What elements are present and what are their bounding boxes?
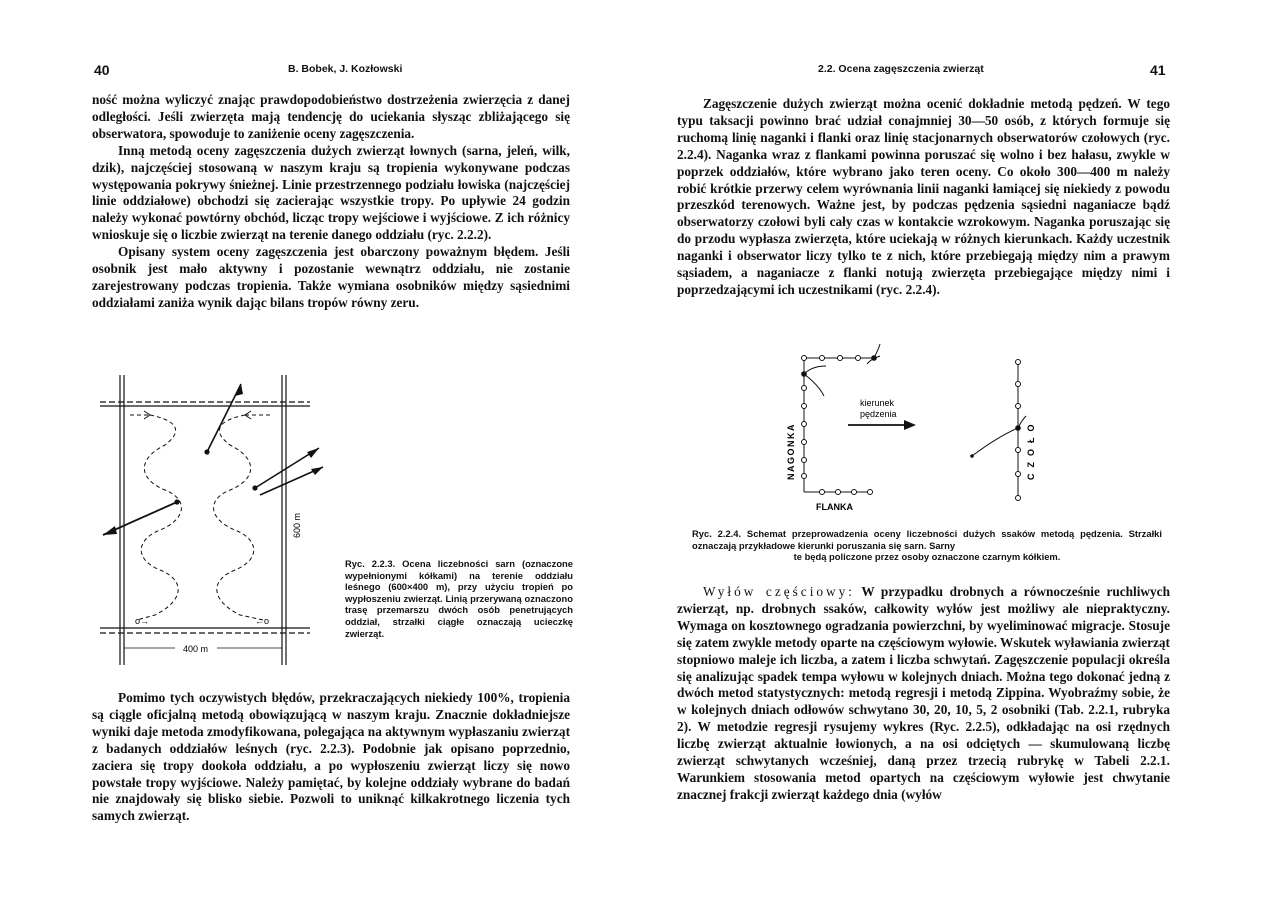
svg-text:o→: o→ bbox=[135, 616, 150, 626]
paragraph: Opisany system oceny zagęszczenia jest obarczony poważnym błędem. Jeśli osobnik jest mało aktywny i pozostanie wewnątrz oddziału, nie zostanie zarejestrowany podczas tropienia. Także wymiana osobników między sąsiednimi oddziałami zaniża wynik dając bilans tropów równy zeru. bbox=[92, 244, 570, 310]
paragraph: ność można wyliczyć znając prawdopodobieństwo dostrzeżenia zwierzęcia z danej odległości. Jeśli zwierzęta mają tendencję do uciekania słysząc zbliżającego się obserwatora, spowoduje to zaniżenie oceny zagęszczenia. bbox=[92, 92, 570, 141]
figure-caption-2-2-4 bbox=[692, 528, 1162, 563]
running-head-left: B. Bobek, J. Kozłowski bbox=[288, 63, 403, 75]
caption-main: Ryc. 2.2.4. Schemat przeprowadzenia oceny liczebności dużych ssaków metodą pędzenia. Strzałki oznaczają przykładowe kierunki poruszania się sarn. Sarny bbox=[692, 528, 1162, 551]
paragraph-body: W przypadku drobnych a równocześnie ruchliwych zwierząt, np. drobnych ssaków, całkowity wyłów jest możliwy ale niepraktyczny. Wymaga on kosztownego ogradzania powierzchni, by wyeliminować migracje. Stosuje się zatem zwykle metody oparte na częściowym wyłowie. Wskutek wyławiania zwierząt stopniowo maleje ich liczba, a zatem i liczba schwytań. Zagęszczenie populacji określa się analizując spadek tempa wyłowu w kolejnych dniach. Można tego dokonać jedną z dwóch metod statystycznych: metodą regresji i metodą Zippina. Wyobraźmy sobie, że w kolejnych dniach odłowów schwytano 30, 20, 10, 5, 2 osobniki (Tab. 2.2.1, rubryka 2). W metodzie regresji rysujemy wykres (Ryc. 2.2.5), odkładając na osi rzędnych liczbę zwierząt aktualnie łowionych, a na osi odciętych — skumulowaną liczbę zwierząt schwytanych wcześniej, daną przez trzecią rubrykę w Tabeli 2.2.1. Warunkiem stosowania metod opartych na częściowym wyłowie jest chwytanie znacznej frakcji zwierząt każdego dnia (wyłów bbox=[677, 584, 1170, 802]
right-top-text bbox=[677, 96, 1170, 299]
paragraph: Inną metodą oceny zagęszczenia dużych zwierząt łownych (sarna, jeleń, wilk, dzik), najczęściej stosowaną w naszym kraju są tropienia wykonywane podczas występowania pokrywy śnieżnej. Linie przestrzennego podziału łowiska (najczęściej linie oddziałowe) obchodzi się zacierając wszystkie tropy. Po upływie 24 godzin należy wykonać powtórny obchód, licząc tropy wejściowe i wyjściowe. Z ich różnicy wnioskuje się o liczbie zwierząt na terenie danego oddziału (ryc. 2.2.2). bbox=[92, 142, 570, 243]
paragraph: Zagęszczenie dużych zwierząt można ocenić dokładnie metodą pędzeń. W tego typu taksacji powinno brać udział conajmniej 30—50 osób, z których formuje się ruchomą linię naganki i flanki oraz linię stacjonarnych obserwatorów czołowych (ryc. 2.2.4). Naganka wraz z flankami powinna poruszać się wolno i bez hałasu, zwykle w poprzek oddziałów, które wybrano jako teren oceny. Co około 300—400 m należy robić krótkie przerwy celem wyrównania linii naganki łamiącej się niekiedy z powodu przeszkód terenowych. Ważne jest, by podczas pędzenia sąsiedni naganiacze bądź obserwatorzy czołowi byli cały czas w kontakcie wzrokowym. Naganka poruszając się do przodu wypłasza zwierzęta, które uciekają w różnych kierunkach. Każdy uczestnik naganki i obserwator liczy tylko te z nich, które przebiegają między nim a prawym sąsiadem, a naganiacze z flanki notują zwierzęta przebiegające między nimi i poprzedzającymi ich uczestnikami (ryc. 2.2.4). bbox=[677, 96, 1170, 297]
right-page bbox=[632, 0, 1263, 899]
paragraph: Pomimo tych oczywistych błędów, przekraczających niekiedy 100%, tropienia są ciągle oficjalną metodą obowiązującą w naszym kraju. Znacznie dokładniejsze wyniki daje metoda zmodyfikowana, polegająca na aktywnym wypłaszaniu zwierząt z badanych oddziałów leśnych (ryc. 2.2.3). Podobnie jak opisano poprzednio, zaciera się tropy dookoła oddziału, a po wypłoszeniu zwierząt liczy się nowo powstałe tropy wyjściowe. Należy pamiętać, by kolejne oddziały wybrane do badań nie znajdowały się blisko siebie. Pozwoli to uniknąć kilkakrotnego liczenia tych samych zwierząt. bbox=[92, 690, 570, 824]
figure-label-direction-2: pędzenia bbox=[860, 409, 897, 419]
page-number-right: 41 bbox=[1150, 62, 1166, 78]
figure-label-czolo: CZOŁO bbox=[1026, 418, 1036, 480]
figure-label-direction-1: kierunek bbox=[860, 398, 895, 408]
page-number-left: 40 bbox=[94, 62, 110, 78]
section-lead: Wyłów częściowy: bbox=[703, 584, 855, 599]
left-bottom-text bbox=[92, 690, 570, 825]
paragraph bbox=[677, 584, 1170, 804]
figure-label-flanka: FLANKA bbox=[816, 502, 853, 512]
figure-2-2-4 bbox=[782, 340, 1052, 520]
figure-caption-2-2-3: Ryc. 2.2.3. Ocena liczebności sarn (oznaczone wypełnionymi kółkami) na terenie oddziału leśnego (600×400 m), przy użyciu tropień po wypłoszeniu zwierząt. Linią przerywaną oznaczono trasę przemarszu dwóch osób penetrujących oddział, strzałki ciągłe oznaczają ucieczkę zwierząt. bbox=[345, 558, 573, 639]
svg-text:←o: ←o bbox=[255, 616, 270, 626]
left-top-text bbox=[92, 92, 570, 312]
figure-2-2-3 bbox=[95, 370, 325, 670]
figure-label-width: 400 m bbox=[183, 644, 209, 654]
right-bottom-text bbox=[677, 584, 1170, 804]
left-page bbox=[0, 0, 631, 899]
figure-label-height: 600 m bbox=[292, 512, 302, 538]
running-head-right: 2.2. Ocena zagęszczenia zwierząt bbox=[818, 63, 984, 75]
figure-label-naganka: NAGONKA bbox=[786, 423, 796, 480]
caption-center: te będą policzone przez osoby oznaczone czarnym kółkiem. bbox=[793, 551, 1061, 563]
